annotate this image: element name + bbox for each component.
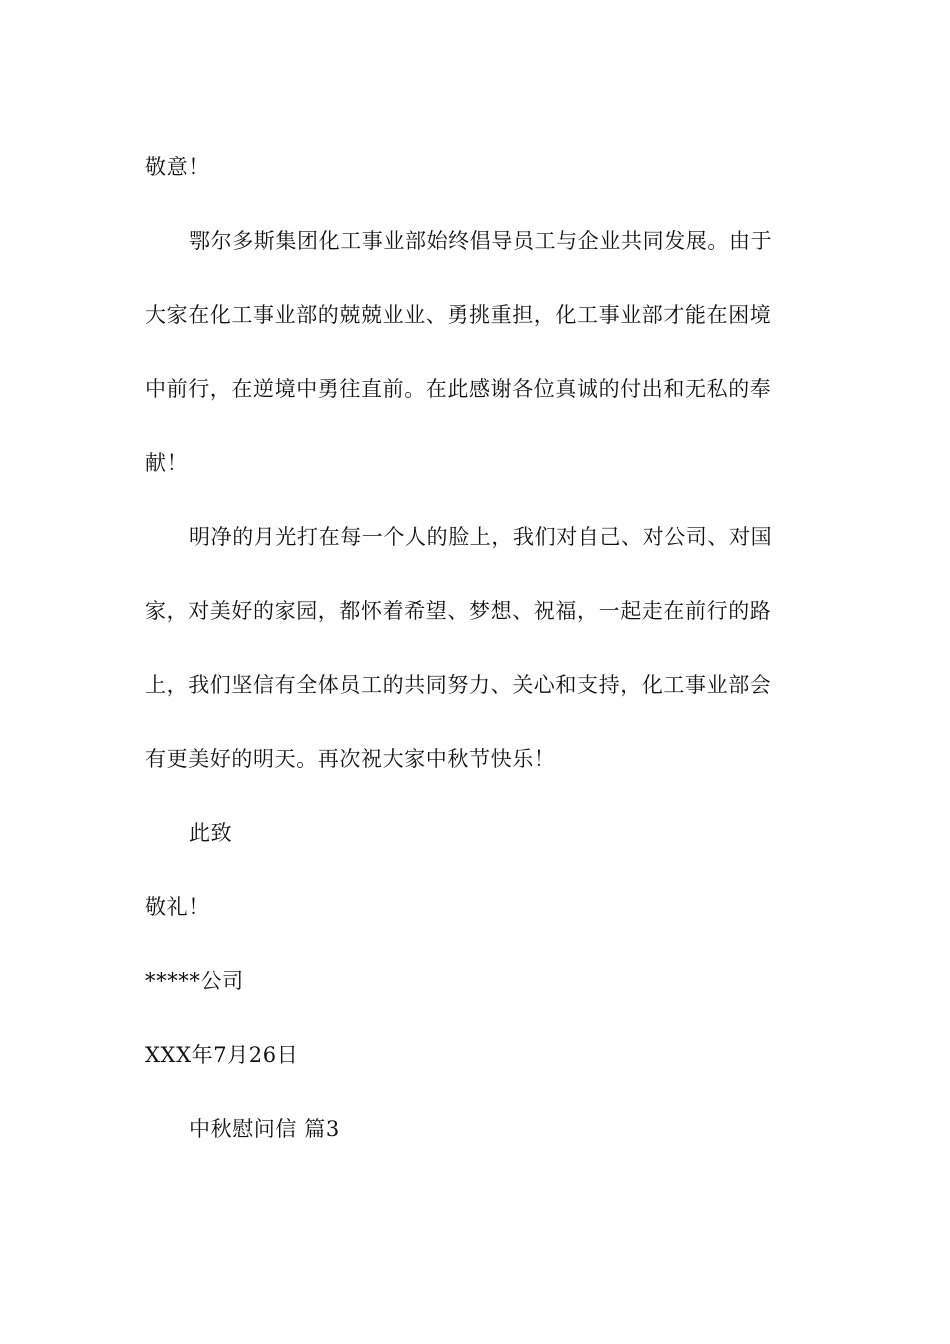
signature-date: XXX年7月26日 — [145, 1043, 299, 1067]
paragraph-2-line-1: 明净的月光打在每一个人的脸上，我们对自己、对公司、对国 — [189, 525, 773, 549]
paragraph-1-line-4: 献！ — [145, 451, 189, 475]
paragraph-2-line-3: 上，我们坚信有全体员工的共同努力、关心和支持，化工事业部会 — [145, 673, 772, 697]
paragraph-2-line-2: 家，对美好的家园，都怀着希望、梦想、祝福，一起走在前行的路 — [145, 599, 772, 623]
signature-company: *****公司 — [145, 969, 244, 993]
letter-body — [145, 130, 810, 1166]
paragraph-1-line-1: 鄂尔多斯集团化工事业部始终倡导员工与企业共同发展。由于 — [189, 229, 773, 253]
paragraph-1-line-3: 中前行，在逆境中勇往直前。在此感谢各位真诚的付出和无私的奉 — [145, 377, 772, 401]
text-line-greeting-end: 敬意！ — [145, 155, 210, 179]
paragraph-1-line-2: 大家在化工事业部的兢兢业业、勇挑重担，化工事业部才能在困境 — [145, 303, 772, 327]
next-section-title: 中秋慰问信 篇3 — [189, 1117, 340, 1141]
closing-regards: 敬礼！ — [145, 895, 210, 919]
closing-salutation: 此致 — [189, 821, 233, 845]
paragraph-2-line-4: 有更美好的明天。再次祝大家中秋节快乐！ — [145, 747, 556, 771]
